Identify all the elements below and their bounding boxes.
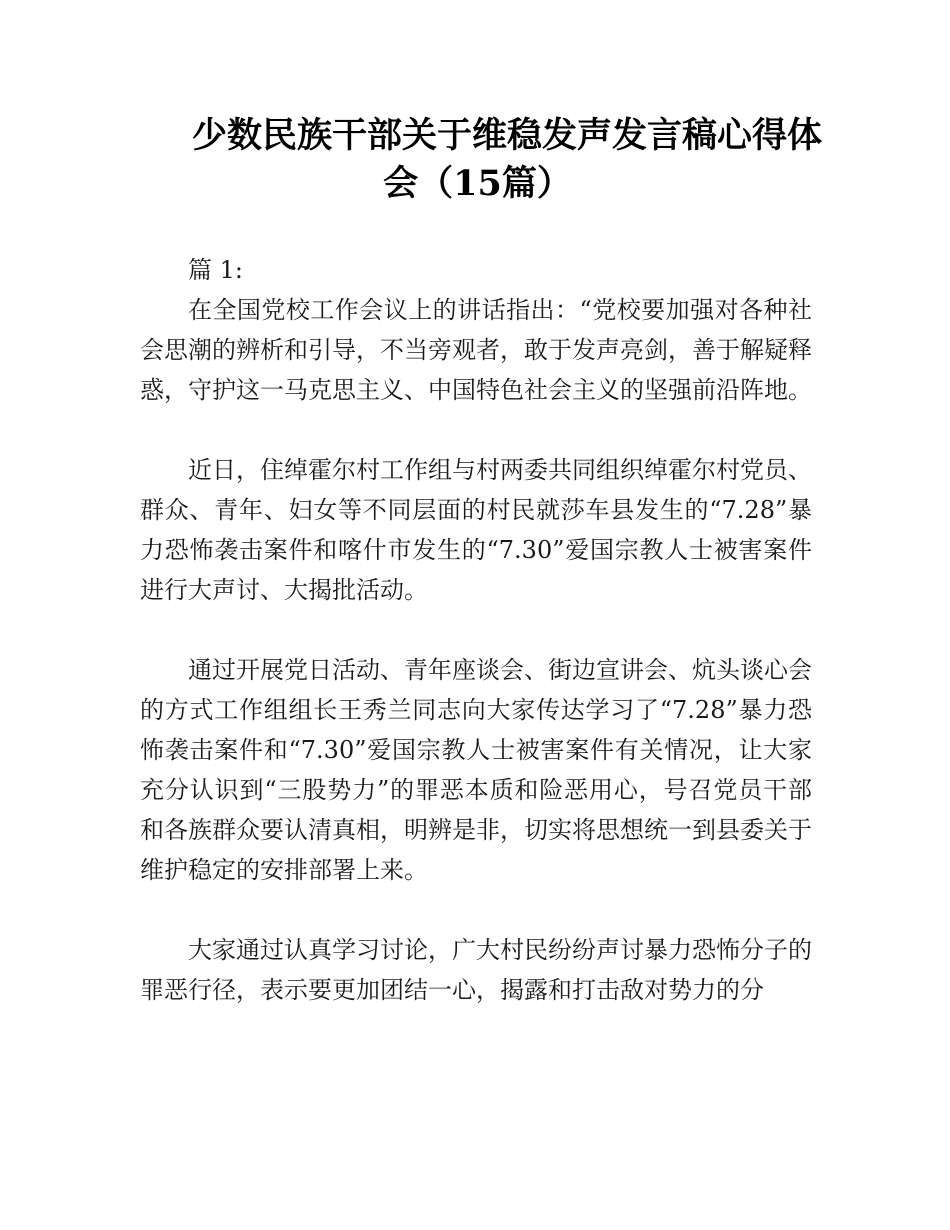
section-label: 篇 1: bbox=[188, 256, 243, 284]
title-line-2: 会（15篇） bbox=[383, 163, 572, 204]
paragraph-2: 近日，住绰霍尔村工作组与村两委共同组织绰霍尔村党员、群众、青年、妇女等不同层面的村民就莎车县发生的“7.28”暴力恐怖袭击案件和喀什市发生的“7.30”爱国宗教人士被害案件进行大声讨、大揭批活动。 bbox=[140, 456, 812, 604]
document-body bbox=[140, 250, 812, 1010]
title-line-1: 少数民族干部关于维稳发声发言稿心得体 bbox=[192, 115, 823, 156]
paragraph-3: 通过开展党日活动、青年座谈会、街边宣讲会、炕头谈心会的方式工作组组长王秀兰同志向大家传达学习了“7.28”暴力恐怖袭击案件和“7.30”爱国宗教人士被害案件有关情况，让大家充分认识到“三股势力”的罪恶本质和险恶用心，号召党员干部和各族群众要认清真相，明辨是非，切实将思想统一到县委关于维护稳定的安排部署上来。 bbox=[140, 656, 812, 884]
document-title bbox=[140, 112, 823, 208]
paragraph-1: 在全国党校工作会议上的讲话指出：“党校要加强对各种社会思潮的辨析和引导，不当旁观者，敢于发声亮剑，善于解疑释惑，守护这一马克思主义、中国特色社会主义的坚强前沿阵地。 bbox=[140, 296, 812, 404]
paragraph-4: 大家通过认真学习讨论，广大村民纷纷声讨暴力恐怖分子的罪恶行径，表示要更加团结一心，揭露和打击敌对势力的分 bbox=[140, 936, 812, 1004]
